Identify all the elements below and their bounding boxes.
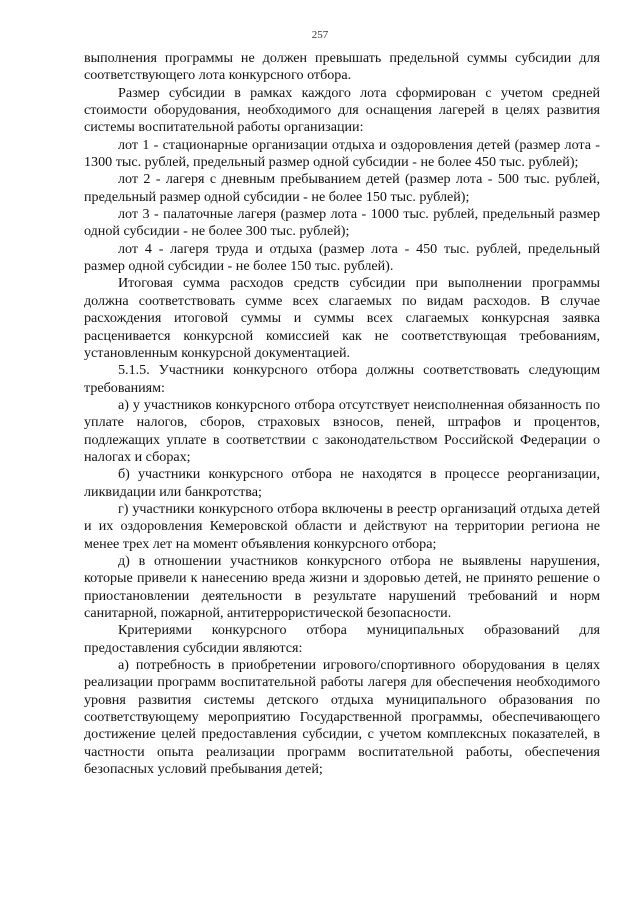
paragraph-total-expenses: Итоговая сумма расходов средств субсидии при выполнении программы должна соответствовать сумме всех слагаемых по видам расходов. В случае расхождения итоговой суммы и суммы всех слагаемых конкурсная заявка расценивается конкурсной комиссией как не соответствующая требованиям, установленным конкурсной документацией.: [84, 275, 600, 361]
paragraph-requirement-g: г) участники конкурсного отбора включены в реестр организаций отдыха детей и их оздоровления Кемеровской области и действуют на территории региона не менее трех лет на момент объявления конкурсного отбора;: [84, 500, 600, 552]
paragraph-requirement-a: а) у участников конкурсного отбора отсутствует неисполненная обязанность по уплате налогов, сборов, страховых взносов, пеней, штрафов и процентов, подлежащих уплате в соответствии с законодательством Российской Федерации о налогах и сборах;: [84, 396, 600, 465]
paragraph-lot-4: лот 4 - лагеря труда и отдыха (размер лота - 450 тыс. рублей, предельный размер одной субсидии - не более 150 тыс. рублей).: [84, 240, 600, 275]
paragraph-section-5-1-5: 5.1.5. Участники конкурсного отбора должны соответствовать следующим требованиям:: [84, 362, 600, 396]
paragraph-intro-continuation: выполнения программы не должен превышать предельной суммы субсидии для соответствующего лота конкурсного отбора.: [84, 50, 600, 84]
page-number: 257: [311, 29, 329, 41]
paragraph-requirement-b: б) участники конкурсного отбора не находятся в процессе реорганизации, ликвидации или банкротства;: [84, 466, 600, 500]
paragraph-lot-1: лот 1 - стационарные организации отдыха и оздоровления детей (размер лота - 1300 тыс. рублей, предельный размер одной субсидии - не более 450 тыс. рублей);: [84, 136, 600, 171]
paragraph-lot-3: лот 3 - палаточные лагеря (размер лота - 1000 тыс. рублей, предельный размер одной субсидии - не более 300 тыс. рублей);: [84, 206, 600, 240]
paragraph-subsidy-size: Размер субсидии в рамках каждого лота сформирован с учетом средней стоимости оборудования, необходимого для оснащения лагерей в целях развития системы воспитательной работы организации:: [84, 84, 600, 136]
paragraph-criteria-intro: Критериями конкурсного отбора муниципальных образований для предоставления субсидии являются:: [84, 622, 600, 656]
paragraph-requirement-d: д) в отношении участников конкурсного отбора не выявлены нарушения, которые привели к нанесению вреда жизни и здоровью детей, не принято решение о приостановлении деятельности в результате нарушений требований и норм санитарной, пожарной, антитеррористической безопасности.: [84, 552, 600, 621]
document-body: [84, 50, 600, 778]
paragraph-lot-2: лот 2 - лагеря с дневным пребыванием детей (размер лота - 500 тыс. рублей, предельный размер одной субсидии - не более 150 тыс. рублей);: [84, 171, 600, 205]
paragraph-criterion-a: а) потребность в приобретении игрового/спортивного оборудования в целях реализации программ воспитательной работы лагеря для обеспечения необходимого уровня развития системы детского отдыха муниципального образования по соответствующему мероприятию Государственной программы, обеспечивающего достижение целей предоставления субсидии, с учетом комплексных показателей, в частности опыта реализации программ воспитательной работы, обеспечения безопасных условий пребывания детей;: [84, 657, 600, 778]
